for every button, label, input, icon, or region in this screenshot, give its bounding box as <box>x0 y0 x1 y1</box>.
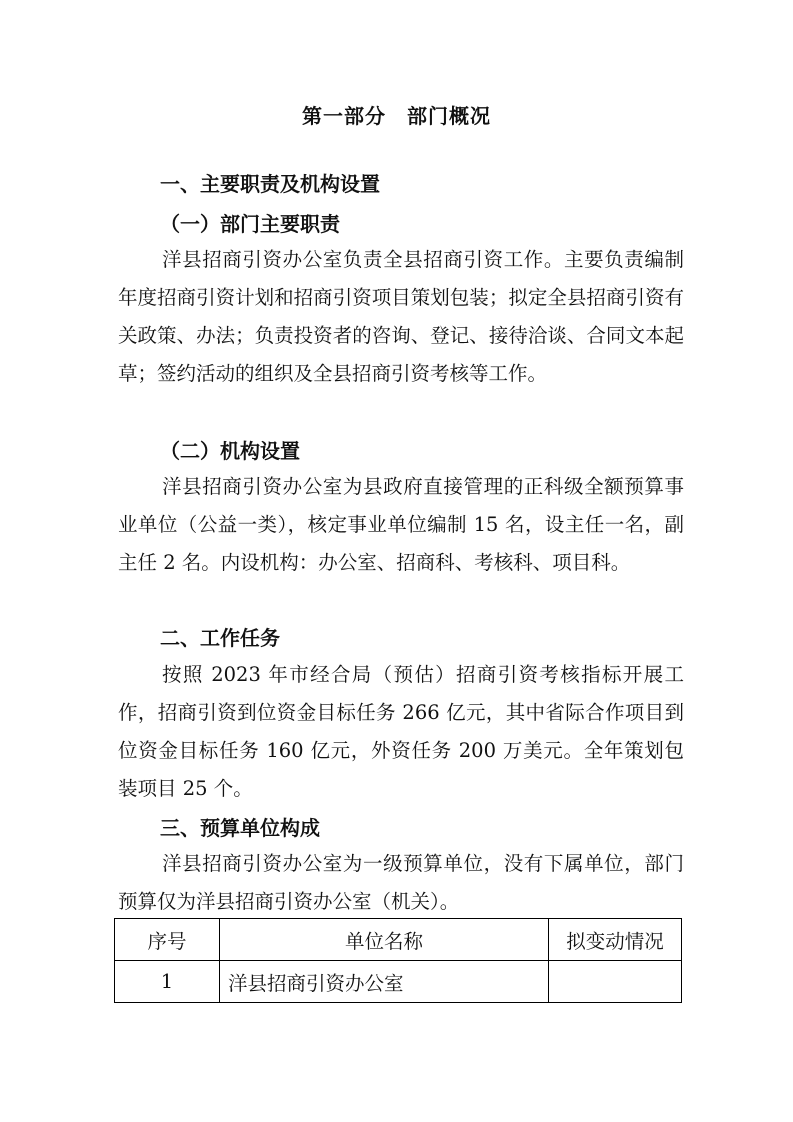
budget-units-table <box>114 918 682 1003</box>
table-header-row <box>115 919 682 961</box>
header-no: 序号 <box>115 919 220 961</box>
structure-paragraph: 洋县招商引资办公室为县政府直接管理的正科级全额预算事业单位（公益一类），核定事业单位编制 15 名，设主任一名，副主任 2 名。内设机构：办公室、招商科、考核科、项目科。 <box>118 475 684 574</box>
header-unit-name: 单位名称 <box>220 919 549 961</box>
table-row <box>115 961 682 1003</box>
header-change: 拟变动情况 <box>549 919 682 961</box>
cell-change <box>549 961 682 1003</box>
cell-unit-name: 洋县招商引资办公室 <box>220 961 549 1003</box>
tasks-paragraph: 按照 2023 年市经合局（预估）招商引资考核指标开展工作，招商引资到位资金目标任务 266 亿元，其中省际合作项目到位资金目标任务 160 亿元，外资任务 200 万美元。全年策划包装项目 25 个。 <box>118 663 684 800</box>
budget-units-paragraph: 洋县招商引资办公室为一级预算单位，没有下属单位，部门预算仅为洋县招商引资办公室（机关）。 <box>118 852 684 913</box>
section-heading-tasks: 二、工作任务 <box>160 626 280 650</box>
duties-paragraph: 洋县招商引资办公室负责全县招商引资工作。主要负责编制年度招商引资计划和招商引资项目策划包装；拟定全县招商引资有关政策、办法；负责投资者的咨询、登记、接待洽谈、合同文本起草；签约活动的组织及全县招商引资考核等工作。 <box>118 248 684 385</box>
page-title: 第一部分 部门概况 <box>302 104 491 128</box>
subsection-heading-structure: （二）机构设置 <box>160 439 300 463</box>
subsection-heading-duties: （一）部门主要职责 <box>160 212 340 236</box>
section-heading-budget-units: 三、预算单位构成 <box>160 816 320 840</box>
section-heading-duties-structure: 一、主要职责及机构设置 <box>160 172 380 196</box>
cell-no: 1 <box>115 961 220 1003</box>
